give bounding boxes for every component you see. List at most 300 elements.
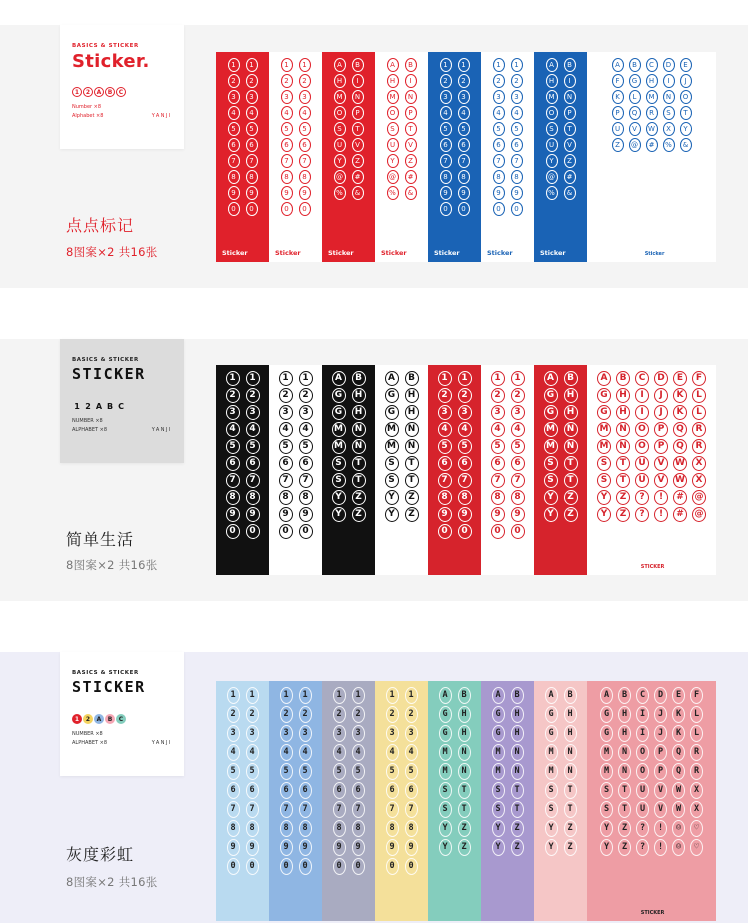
sticker-dot: M [545,763,558,780]
sticker-dot: C [636,687,649,704]
sticker-dot: 5 [458,122,470,136]
sticker-dot: 7 [511,473,525,488]
sticker-dot: H [616,405,630,420]
product-card [60,339,184,463]
card-badges [72,401,126,411]
sticker-dot: S [663,106,675,120]
sticker-dot: T [352,122,364,136]
sticker-dot: 0 [511,524,525,539]
sticker-dot: 6 [438,456,452,471]
sticker-dot: B [352,371,366,386]
card-brand: YANJI [151,427,172,433]
sticker-dot: 3 [438,405,452,420]
sticker-dot: 1 [226,371,240,386]
sticker-label: Sticker [381,249,407,257]
sticker-dot: 9 [352,839,365,856]
badge-1: 1 [74,401,80,411]
sticker-dot: 1 [511,58,523,72]
meta-alphabet: Alphabet ×8 [72,113,104,119]
section-subtitle: 8图案×2 共16张 [66,558,158,572]
sticker-dot: G [385,388,399,403]
badge-b: B [105,87,115,97]
sticker-dot: 4 [246,422,260,437]
sticker-grid [386,687,418,875]
sticker-dot: 5 [352,763,365,780]
sticker-strip [269,52,322,262]
sticker-dot: 8 [279,490,293,505]
sticker-dot: @ [692,490,706,505]
sticker-dot: Y [332,507,346,522]
sticker-dot: % [387,186,399,200]
sticker-dot: 5 [279,439,293,454]
sticker-dot: 0 [226,524,240,539]
sticker-dot: T [616,473,630,488]
sticker-dot: 9 [228,186,240,200]
sticker-dot: 1 [228,58,240,72]
sticker-dot: 8 [458,170,470,184]
sticker-dot: G [545,706,558,723]
sticker-dot: Z [458,820,471,837]
sticker-dot: 5 [227,763,240,780]
sticker-dot: M [387,90,399,104]
sticker-dot: T [616,456,630,471]
sticker-grid [385,371,419,522]
sticker-dot: A [597,371,611,386]
sticker-strip [428,681,481,921]
sticker-dot: K [673,405,687,420]
sticker-dot: 9 [458,186,470,200]
sticker-dot: 1 [299,58,311,72]
sticker-dot: O [636,744,649,761]
sticker-dot: 9 [246,507,260,522]
sticker-dot: 8 [511,170,523,184]
sticker-dot: 9 [440,186,452,200]
sticker-dot: D [663,58,675,72]
sticker-grid [438,371,472,539]
sticker-dot: 5 [458,439,472,454]
sticker-dot: 0 [458,524,472,539]
sticker-grid [492,687,524,856]
sticker-dot: F [612,74,624,88]
badge-1: 1 [72,87,82,97]
sticker-dot: M [492,763,505,780]
meta-alphabet: ALPHABET ×8 [72,427,108,433]
sticker-dot: 4 [299,422,313,437]
product-card [60,652,184,776]
sticker-dot: 4 [226,422,240,437]
sticker-dot: P [612,106,624,120]
sticker-dot: 9 [493,186,505,200]
sticker-dot: ♡ [690,820,703,837]
sticker-dot: Y [545,839,558,856]
sticker-dot: % [546,186,558,200]
sticker-dot: Q [673,422,687,437]
sticker-dot: N [564,763,577,780]
sticker-dot: 0 [281,202,293,216]
sticker-dot: M [439,763,452,780]
sticker-dot: 6 [299,782,312,799]
sticker-dot: ! [654,820,667,837]
sticker-dot: Z [616,507,630,522]
sticker-dot: L [690,706,703,723]
sticker-dot: Z [352,490,366,505]
sticker-dot: 2 [246,388,260,403]
badge-a: A [94,87,104,97]
sticker-dot: K [672,725,685,742]
sticker-dot: 0 [333,858,346,875]
sticker-dot: G [545,725,558,742]
sticker-dot: T [564,456,578,471]
sticker-dot: 0 [440,202,452,216]
sticker-dot: 4 [511,106,523,120]
sticker-dot: % [663,138,675,152]
sticker-label: Sticker [644,251,665,257]
sticker-strip [534,52,587,262]
sticker-dot: H [405,405,419,420]
sticker-grid [546,58,576,200]
sticker-dot: 2 [228,74,240,88]
sticker-dot: 8 [386,820,399,837]
card-badges [72,87,126,97]
sticker-dot: 2 [246,74,258,88]
sticker-dot: 5 [299,763,312,780]
sticker-dot: H [646,74,658,88]
sticker-dot: N [616,439,630,454]
sticker-dot: O [636,763,649,780]
sticker-dot: 7 [299,801,312,818]
sticker-dot: 1 [386,687,399,704]
sticker-dot: 6 [246,782,259,799]
sticker-dot: N [352,422,366,437]
sticker-dot: Y [387,154,399,168]
sticker-dot: 6 [246,138,258,152]
sticker-dot: 5 [246,439,260,454]
sticker-dot: T [511,782,524,799]
sticker-dot: 6 [299,456,313,471]
sticker-strip [269,681,322,921]
sticker-dot: T [680,106,692,120]
sticker-dot: Z [458,839,471,856]
badge-2: 2 [83,714,93,724]
sticker-dot: 6 [352,782,365,799]
sticker-dot: 5 [438,439,452,454]
sticker-dot: I [564,74,576,88]
sticker-strip [375,681,428,921]
sticker-dot: Z [564,490,578,505]
card-meta [72,103,103,121]
sticker-dot: 9 [438,507,452,522]
sticker-dot: Y [544,490,558,505]
sticker-dot: H [616,388,630,403]
sticker-dot: N [511,763,524,780]
sticker-dot: W [672,782,685,799]
sticker-dot: H [618,725,631,742]
sticker-dot: 1 [352,687,365,704]
product-card [60,25,184,149]
sticker-dot: H [387,74,399,88]
sticker-dot: V [629,122,641,136]
sticker-dot: 3 [440,90,452,104]
sticker-dot: Y [544,507,558,522]
sticker-dot: P [405,106,417,120]
sticker-dot: 6 [386,782,399,799]
sticker-dot: # [673,507,687,522]
sticker-dot: M [546,90,558,104]
sticker-dot: A [544,371,558,386]
sticker-dot: A [612,58,624,72]
sticker-dot: G [332,388,346,403]
sticker-dot: X [690,801,703,818]
sticker-dot: 1 [511,371,525,386]
sticker-strip [216,365,269,575]
sticker-dot: 4 [440,106,452,120]
sticker-dot: & [564,186,576,200]
sticker-dot: M [597,439,611,454]
card-title: Sticker. [72,51,150,72]
sticker-dot: O [387,106,399,120]
sticker-dot: G [629,74,641,88]
sticker-dot: 1 [280,687,293,704]
sticker-dot: 6 [333,782,346,799]
sticker-dot: T [405,473,419,488]
sticker-dot: S [545,801,558,818]
sticker-dot: 7 [246,154,258,168]
sticker-dot: % [334,186,346,200]
sticker-dot: 7 [405,801,418,818]
sticker-dot: A [385,371,399,386]
sticker-dot: 4 [493,106,505,120]
sticker-dot: 4 [299,744,312,761]
sticker-dot: Y [597,507,611,522]
sticker-dot: 2 [458,74,470,88]
sticker-dot: M [492,744,505,761]
sticker-dot: S [439,782,452,799]
sticker-strip [481,681,534,921]
sticker-dot: H [564,405,578,420]
sticker-dot: 9 [511,507,525,522]
sticker-dot: 9 [491,507,505,522]
sticker-dot: R [690,763,703,780]
sticker-dot: G [600,706,613,723]
sticker-dot: 2 [299,388,313,403]
sticker-dot: S [387,122,399,136]
sticker-dot: 9 [511,186,523,200]
sticker-dot: G [332,405,346,420]
badge-c: C [116,714,126,724]
sticker-dot: J [654,405,668,420]
sticker-dot: 1 [491,371,505,386]
sticker-dot: M [646,90,658,104]
sticker-dot: 9 [333,839,346,856]
sticker-dot: 6 [226,456,240,471]
sticker-dot: 0 [246,858,259,875]
sticker-dot: N [616,422,630,437]
sticker-dot: 6 [440,138,452,152]
sticker-dot: S [492,782,505,799]
sticker-label: Sticker [487,249,513,257]
sticker-dot: S [600,782,613,799]
sticker-dot: 9 [458,507,472,522]
sticker-dot: 5 [299,439,313,454]
sticker-dot: 7 [299,154,311,168]
sticker-strip [322,52,375,262]
sticker-strip [322,365,375,575]
sticker-dot: 6 [279,456,293,471]
sticker-dot: 3 [405,725,418,742]
sticker-dot: 0 [493,202,505,216]
sticker-dot: 3 [511,405,525,420]
sticker-grid [280,687,312,875]
sticker-grid [281,58,311,216]
sticker-dot: H [511,725,524,742]
sticker-dot: I [636,706,649,723]
sticker-dot: T [618,782,631,799]
sticker-dot: 2 [227,706,240,723]
sticker-dot: 7 [511,154,523,168]
sticker-dot: 6 [227,782,240,799]
sticker-dot: 1 [299,687,312,704]
sticker-dot: 0 [405,858,418,875]
sticker-dot: S [600,801,613,818]
sticker-dot: X [663,122,675,136]
sticker-dot: N [405,422,419,437]
sticker-dot: 4 [279,422,293,437]
sticker-dot: 1 [333,687,346,704]
sticker-dot: 3 [458,90,470,104]
sticker-dot: S [439,801,452,818]
sticker-dot: G [439,725,452,742]
sticker-dot: E [680,58,692,72]
sticker-label: Sticker [275,249,301,257]
sticker-label: Sticker [222,249,248,257]
sticker-grid [612,58,692,152]
sticker-dot: 6 [458,456,472,471]
sticker-dot: Y [600,839,613,856]
sticker-dot: 9 [226,507,240,522]
sticker-dot: 7 [280,801,293,818]
sticker-dot: T [618,801,631,818]
sticker-dot: 2 [352,706,365,723]
sticker-dot: 8 [333,820,346,837]
sticker-dot: Y [334,154,346,168]
sticker-dot: Q [629,106,641,120]
sticker-dot: Z [564,839,577,856]
sticker-dot: H [564,706,577,723]
badge-a: A [95,401,103,411]
sticker-dot: 8 [280,820,293,837]
sticker-dot: N [618,744,631,761]
sticker-dot: 0 [299,524,313,539]
sticker-dot: 0 [228,202,240,216]
meta-number: NUMBER ×8 [72,418,103,424]
sticker-dot: T [458,801,471,818]
sticker-dot: M [600,744,613,761]
sticker-dot: 0 [386,858,399,875]
sticker-dot: 3 [246,405,260,420]
sticker-dot: ! [654,490,668,505]
sticker-dot: 0 [352,858,365,875]
sticker-dot: 5 [440,122,452,136]
sticker-dot: N [618,763,631,780]
sticker-dot: & [352,186,364,200]
sticker-dot: M [334,90,346,104]
sticker-strip [269,365,322,575]
sticker-dot: 2 [333,706,346,723]
sticker-dot: 3 [386,725,399,742]
sticker-dot: Z [564,507,578,522]
sticker-dot: B [405,58,417,72]
sticker-dot: B [564,58,576,72]
sticker-dot: M [544,439,558,454]
sticker-dot: M [332,422,346,437]
sticker-dot: 1 [246,371,260,386]
sticker-dot: 8 [405,820,418,837]
meta-number: Number ×8 [72,104,102,110]
sticker-dot: B [629,58,641,72]
sticker-grid [491,371,525,539]
sticker-strip [534,365,587,575]
sticker-dot: 6 [493,138,505,152]
sticker-strip [428,52,481,262]
sticker-dot: 7 [386,801,399,818]
sticker-dot: Y [680,122,692,136]
section-heading: 简单生活 [66,530,135,549]
sticker-dot: 4 [386,744,399,761]
sticker-dot: 5 [281,122,293,136]
sticker-dot: 1 [458,371,472,386]
sticker-dot: X [690,782,703,799]
sticker-dot: 5 [246,763,259,780]
sticker-dot: 5 [511,122,523,136]
sticker-dot: 7 [333,801,346,818]
sticker-dot: 9 [246,186,258,200]
sticker-dot: M [600,763,613,780]
sticker-dot: ? [636,820,649,837]
sticker-dot: 1 [493,58,505,72]
sticker-dot: 5 [491,439,505,454]
sticker-dot: 3 [281,90,293,104]
section-subtitle: 8图案×2 共16张 [66,875,158,889]
sticker-dot: 2 [511,74,523,88]
sticker-dot: 1 [279,371,293,386]
sticker-dot: U [636,782,649,799]
sticker-dot: G [492,725,505,742]
sticker-dot: Q [672,744,685,761]
sticker-dot: B [405,371,419,386]
sticker-dot: 7 [226,473,240,488]
sticker-dot: I [663,74,675,88]
sticker-dot: M [385,422,399,437]
sticker-strip [587,52,716,262]
sticker-dot: 8 [440,170,452,184]
sticker-dot: Y [439,839,452,856]
sticker-dot: Y [439,820,452,837]
sticker-dot: 7 [438,473,452,488]
sticker-dot: 7 [491,473,505,488]
sticker-dot: 1 [299,371,313,386]
sticker-dot: & [405,186,417,200]
sticker-dot: H [546,74,558,88]
sticker-dot: H [618,706,631,723]
sticker-dot: T [352,473,366,488]
sticker-dot: 2 [279,388,293,403]
card-meta [72,730,107,748]
sticker-dot: O [546,106,558,120]
sticker-dot: 5 [386,763,399,780]
sticker-dot: S [492,801,505,818]
sticker-label: STICKER [640,910,665,916]
sticker-dot: U [546,138,558,152]
